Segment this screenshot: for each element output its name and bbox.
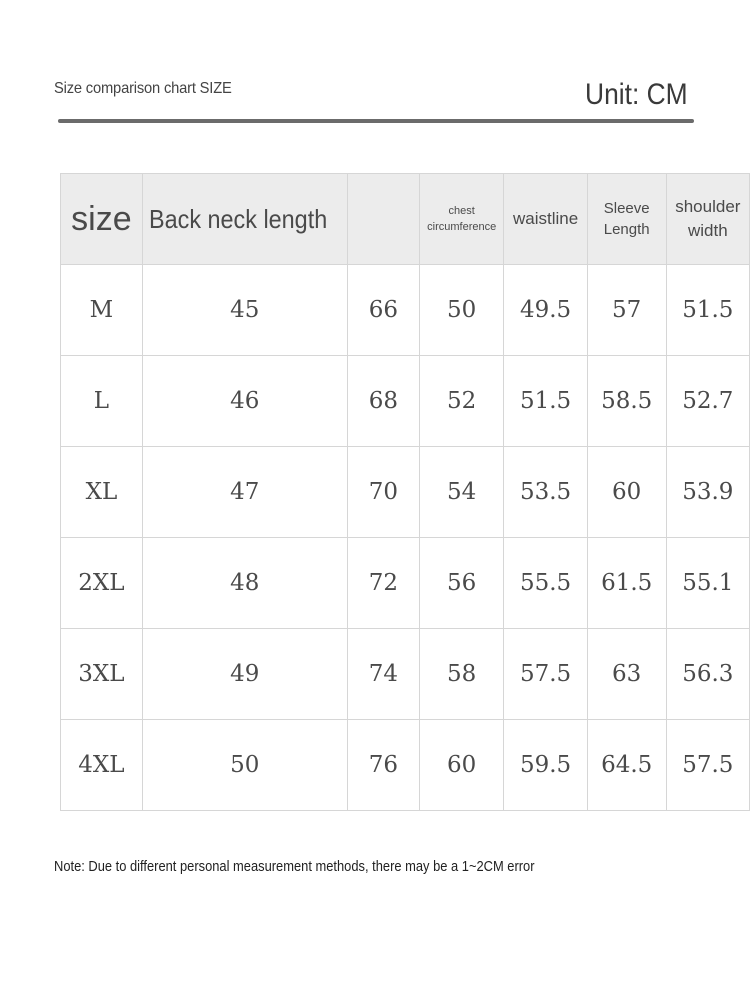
table-cell: 58 bbox=[419, 629, 503, 720]
header-waistline: waistline bbox=[504, 174, 587, 265]
table-cell: 57.5 bbox=[666, 720, 749, 811]
table-cell: 49 bbox=[142, 629, 347, 720]
table-cell: 53.9 bbox=[666, 447, 749, 538]
table-cell: 53.5 bbox=[504, 447, 587, 538]
table-cell: 51.5 bbox=[666, 265, 749, 356]
table-cell: 58.5 bbox=[587, 356, 666, 447]
table-cell: 54 bbox=[419, 447, 503, 538]
size-cell: XL bbox=[61, 447, 143, 538]
table-cell: 55.1 bbox=[666, 538, 749, 629]
size-table bbox=[60, 173, 750, 811]
header-shoulder-width: shoulder width bbox=[666, 174, 749, 265]
table-cell: 52.7 bbox=[666, 356, 749, 447]
table-cell: 74 bbox=[347, 629, 419, 720]
table-cell: 60 bbox=[587, 447, 666, 538]
table-row bbox=[61, 629, 750, 720]
size-cell: 3XL bbox=[61, 629, 143, 720]
table-cell: 63 bbox=[587, 629, 666, 720]
header-chest: chest circumference bbox=[419, 174, 503, 265]
size-cell: M bbox=[61, 265, 143, 356]
header-size: size bbox=[61, 174, 143, 265]
table-cell: 49.5 bbox=[504, 265, 587, 356]
header-blank bbox=[347, 174, 419, 265]
table-row bbox=[61, 356, 750, 447]
table-cell: 52 bbox=[419, 356, 503, 447]
measurement-note: Note: Due to different personal measurement methods, there may be a 1~2CM error bbox=[54, 858, 535, 875]
table-row bbox=[61, 720, 750, 811]
table-cell: 68 bbox=[347, 356, 419, 447]
table-cell: 57 bbox=[587, 265, 666, 356]
table-cell: 55.5 bbox=[504, 538, 587, 629]
table-cell: 56 bbox=[419, 538, 503, 629]
table-cell: 66 bbox=[347, 265, 419, 356]
unit-label: Unit: CM bbox=[585, 78, 688, 111]
table-cell: 56.3 bbox=[666, 629, 749, 720]
table-cell: 61.5 bbox=[587, 538, 666, 629]
table-row bbox=[61, 447, 750, 538]
table-cell: 45 bbox=[142, 265, 347, 356]
table-row bbox=[61, 265, 750, 356]
header-back-neck-length-label: Back neck length bbox=[148, 203, 328, 234]
table-cell: 48 bbox=[142, 538, 347, 629]
table-cell: 57.5 bbox=[504, 629, 587, 720]
table-cell: 51.5 bbox=[504, 356, 587, 447]
table-cell: 50 bbox=[419, 265, 503, 356]
header-sleeve-length: Sleeve Length bbox=[587, 174, 666, 265]
table-cell: 64.5 bbox=[587, 720, 666, 811]
size-cell: L bbox=[61, 356, 143, 447]
table-cell: 50 bbox=[142, 720, 347, 811]
table-cell: 76 bbox=[347, 720, 419, 811]
chart-title: Size comparison chart SIZE bbox=[54, 80, 232, 97]
table-cell: 60 bbox=[419, 720, 503, 811]
header-back-neck-length bbox=[142, 174, 347, 265]
table-cell: 47 bbox=[142, 447, 347, 538]
size-cell: 4XL bbox=[61, 720, 143, 811]
table-header-row bbox=[61, 174, 750, 265]
table-cell: 46 bbox=[142, 356, 347, 447]
size-cell: 2XL bbox=[61, 538, 143, 629]
table-row bbox=[61, 538, 750, 629]
header-divider bbox=[58, 119, 694, 123]
table-cell: 72 bbox=[347, 538, 419, 629]
table-cell: 70 bbox=[347, 447, 419, 538]
table-cell: 59.5 bbox=[504, 720, 587, 811]
